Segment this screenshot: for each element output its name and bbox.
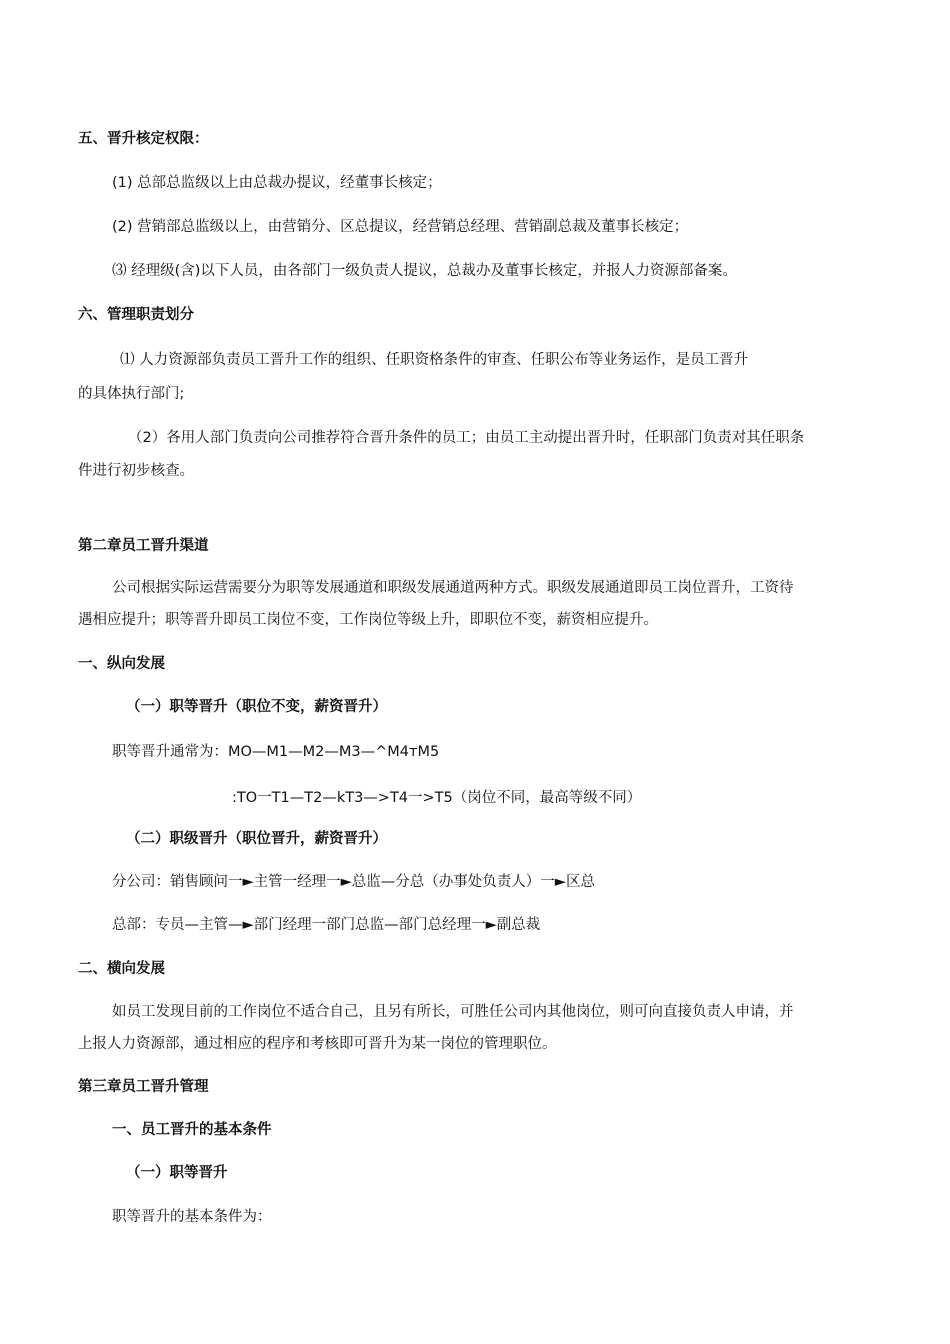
paragraph: (1) 总部总监级以上由总裁办提议，经董事长核定； [112,175,442,191]
section-heading: 二、横向发展 [78,961,165,977]
paragraph: 如员工发现目前的工作岗位不适合自己，且另有所长，可胜任公司内其他岗位，则可向直接负责人申请，并 [112,1004,794,1020]
paragraph: （2）各用人部门负责向公司推荐符合晋升条件的员工；由员工主动提出晋升时，任职部门负责对其任职条 [128,430,805,446]
paragraph: (2) 营销部总监级以上，由营销分、区总提议，经营销总经理、营销副总裁及董事长核定； [112,219,689,235]
section-heading: 六、管理职责划分 [78,307,194,323]
paragraph: ⑴ 人力资源部负责员工晋升工作的组织、任职资格条件的审查、任职公布等业务运作，是员工晋升 [120,352,749,368]
paragraph: 公司根据实际运营需要分为职等发展通道和职级发展通道两种方式。职级发展通道即员工岗位晋升，工资待 [112,580,794,596]
subsection-heading: （一）职等晋升（职位不变，薪资晋升） [126,699,387,715]
paragraph: 上报人力资源部，通过相应的程序和考核即可晋升为某一岗位的管理职位。 [78,1036,557,1052]
section-heading: 五、晋升核定权限： [78,131,209,147]
paragraph: 件进行初步核查。 [78,463,194,479]
chapter-heading: 第三章员工晋升管理 [78,1079,209,1095]
paragraph: 总部：专员—主管—►部门经理一部门总监—部门总经理一►副总裁 [112,917,541,933]
paragraph: 遇相应提升；职等晋升即员工岗位不变，工作岗位等级上升，即职位不变，薪资相应提升。 [78,612,658,628]
paragraph: ⑶ 经理级(含)以下人员，由各部门一级负责人提议，总裁办及董事长核定，并报人力资源部备案。 [112,263,737,279]
section-heading: 一、纵向发展 [78,656,165,672]
paragraph: 职等晋升通常为：MO—M1—M2—M3—^M4тM5 [112,744,440,760]
chapter-heading: 第二章员工晋升渠道 [78,538,209,554]
subsection-heading: （一）职等晋升 [126,1165,228,1181]
paragraph: 分公司：销售顾问一►主管一经理一►总监—分总（办事处负责人）一►区总 [112,874,595,890]
subsection-heading: （二）职级晋升（职位晋升，薪资晋升） [126,831,387,847]
paragraph: 的具体执行部门; [78,386,185,402]
paragraph: 职等晋升的基本条件为： [112,1209,272,1225]
section-heading: 一、员工晋升的基本条件 [112,1122,272,1138]
paragraph: :TO一T1—T2—kT3—>T4一>T5（岗位不同，最高等级不同） [232,790,642,806]
